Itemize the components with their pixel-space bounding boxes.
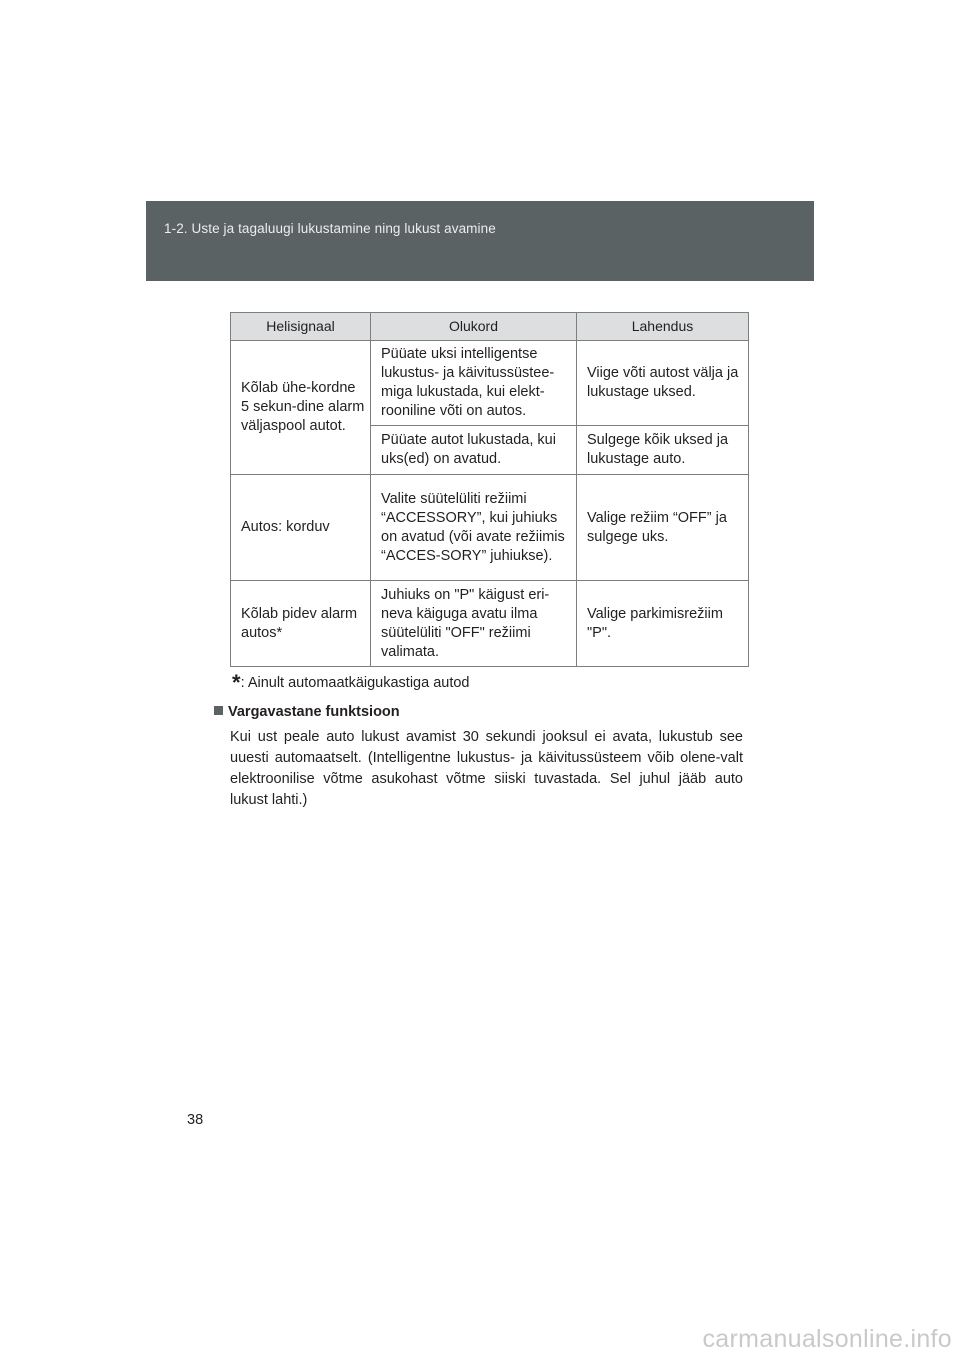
situation-cell: Juhiuks on "P" käigust eri-neva käiguga avatu ilma süütelüliti "OFF" režiimi valimata. xyxy=(371,581,577,667)
signal-cell: Autos: korduv xyxy=(231,475,371,581)
solution-cell: Valige parkimisrežiim "P". xyxy=(577,581,749,667)
column-header-solution: Lahendus xyxy=(577,313,749,341)
section-heading xyxy=(214,704,400,720)
column-header-signal: Helisignaal xyxy=(231,313,371,341)
alarm-table xyxy=(230,312,749,667)
section-body-text: Kui ust peale auto lukust avamist 30 sekundi jooksul ei avata, lukustub see uuesti automaatselt. (Intelligentne lukustus- ja käivitussüsteem võib olene-valt elektroonilise võtme asukohast võtme siiski tuvastada. Sel juhul jääb auto lukust lahti.) xyxy=(230,729,743,808)
table-row xyxy=(231,581,749,667)
table-row xyxy=(231,475,749,581)
footnote-text: : Ainult automaatkäigukastiga autod xyxy=(240,675,470,691)
table-row xyxy=(231,341,749,426)
solution-cell: Valige režiim “OFF” ja sulgege uks. xyxy=(577,475,749,581)
watermark: carmanualsonline.info xyxy=(702,1325,952,1353)
situation-cell: Püüate autot lukustada, kui uks(ed) on avatud. xyxy=(371,426,577,475)
page-number: 38 xyxy=(187,1112,204,1128)
situation-cell: Püüate uksi intelligentse lukustus- ja käivitussüstee-miga lukustada, kui elekt-rooniline võti on autos. xyxy=(371,341,577,426)
footnote-marker: * xyxy=(232,670,241,695)
table-header-row xyxy=(231,313,749,341)
chapter-header-band xyxy=(146,201,814,281)
chapter-title: 1-2. Uste ja tagaluugi lukustamine ning lukust avamine xyxy=(164,221,496,236)
footnote xyxy=(232,670,470,696)
situation-cell: Valite süütelüliti režiimi “ACCESSORY”, kui juhiuks on avatud (või avate režiimis “ACCES-SORY” juhiukse). xyxy=(371,475,577,581)
solution-cell: Viige võti autost välja ja lukustage uksed. xyxy=(577,341,749,426)
square-bullet-icon xyxy=(214,706,223,715)
column-header-situation: Olukord xyxy=(371,313,577,341)
solution-cell: Sulgege kõik uksed ja lukustage auto. xyxy=(577,426,749,475)
signal-cell: Kõlab pidev alarm autos* xyxy=(231,581,371,667)
signal-cell: Kõlab ühe-kordne 5 sekun-dine alarm väljaspool autot. xyxy=(231,341,371,475)
section-heading-text: Vargavastane funktsioon xyxy=(228,704,400,720)
